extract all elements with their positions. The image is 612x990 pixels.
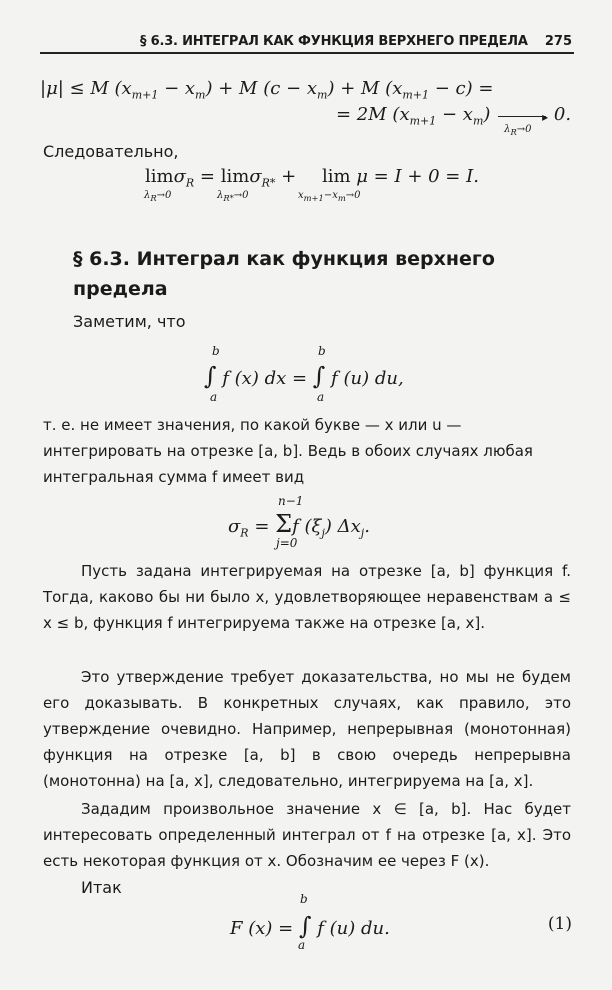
equation-number: (1) (547, 914, 572, 934)
integral-equation: ∫ f (x) dx = ∫ f (u) du, (204, 362, 404, 390)
inequality-line-2: = 2M $(x_{m+1} - x_m)$ ▸ $\lambda_R\to 0$ 0. (336, 104, 572, 137)
inequality-line-1: |μ| ≤ M $(x_{m+1} - x_m) + M$ $(c - x_m) + M$ $(x_{m+1} - c)$ = (40, 78, 494, 102)
limit-subscript: $\lambda_R\to 0$ (504, 124, 532, 137)
integral-upper-2: b (318, 344, 326, 358)
limit-sub-2: $\lambda_{R*}\to 0$ (217, 190, 249, 203)
final-upper: b (300, 892, 308, 906)
paragraph-3: Это утверждение требует доказательства, но мы не будем его доказывать. В конкретных случаях, как правило, это утверждение очевидно. Например, непрерывная (монотонная) функция на отрезке [a, b] в свою очередь непрерывна (монотонна) на [a, x], следовательно, интегрируема на [a, x]. (43, 668, 571, 790)
final-lower: a (298, 938, 306, 952)
limit-equation: limσ$_R$ = limσ$_{R*}$ + lim μ = I + 0 = I. (145, 166, 479, 190)
sum-upper: n−1 (278, 494, 304, 508)
para1-line2: интегрировать на отрезке [a, b]. Ведь в обоих случаях любая (43, 442, 533, 460)
note-text: Заметим, что (73, 312, 186, 331)
integral-lower-2: a (317, 390, 325, 404)
page-number: 275 (544, 34, 572, 49)
integral-lower-1: a (210, 390, 218, 404)
para1-line1: т. е. не имеет значения, по какой букве — x или u — (43, 416, 462, 434)
para1-line3: интегральная сумма f имеет вид (43, 468, 305, 486)
section-heading: § 6.3. Интеграл как функция верхнего предела (73, 248, 495, 300)
sum-equation: $\sigma_R = \Sigma f$ $(\xi_j)$ $\Delta x_j$. (228, 510, 370, 540)
integral-upper-1: b (212, 344, 220, 358)
running-title: § 6.3. ИНТЕГРАЛ КАК ФУНКЦИЯ ВЕРХНЕГО ПРЕДЕЛА (140, 34, 528, 49)
limit-sub-1: $\lambda_R\to 0$ (144, 190, 172, 203)
consequently-text: Следовательно, (43, 142, 179, 161)
final-equation: F (x) = ∫ f (u) du. (230, 912, 390, 940)
running-header (40, 30, 574, 54)
paragraph-2: Пусть задана интегрируемая на отрезке [a, b] функция f. Тогда, каково бы ни было x, удовлетворяющее неравенствам a ≤ x ≤ b, функция f интегрируема также на отрезке [a, x]. (43, 562, 571, 632)
itak-text: Итак (81, 878, 122, 897)
paragraph-4: Зададим произвольное значение x ∈ [a, b]. Нас будет интересовать определенный интеграл от f на отрезке [a, x]. Это есть некоторая функция от x. Обозначим ее через F (x). (43, 800, 571, 870)
limit-sub-3: $x_{m+1}-x_m\to 0$ (298, 190, 361, 203)
paragraph-1 (43, 412, 571, 490)
sum-lower: j=0 (276, 536, 298, 550)
